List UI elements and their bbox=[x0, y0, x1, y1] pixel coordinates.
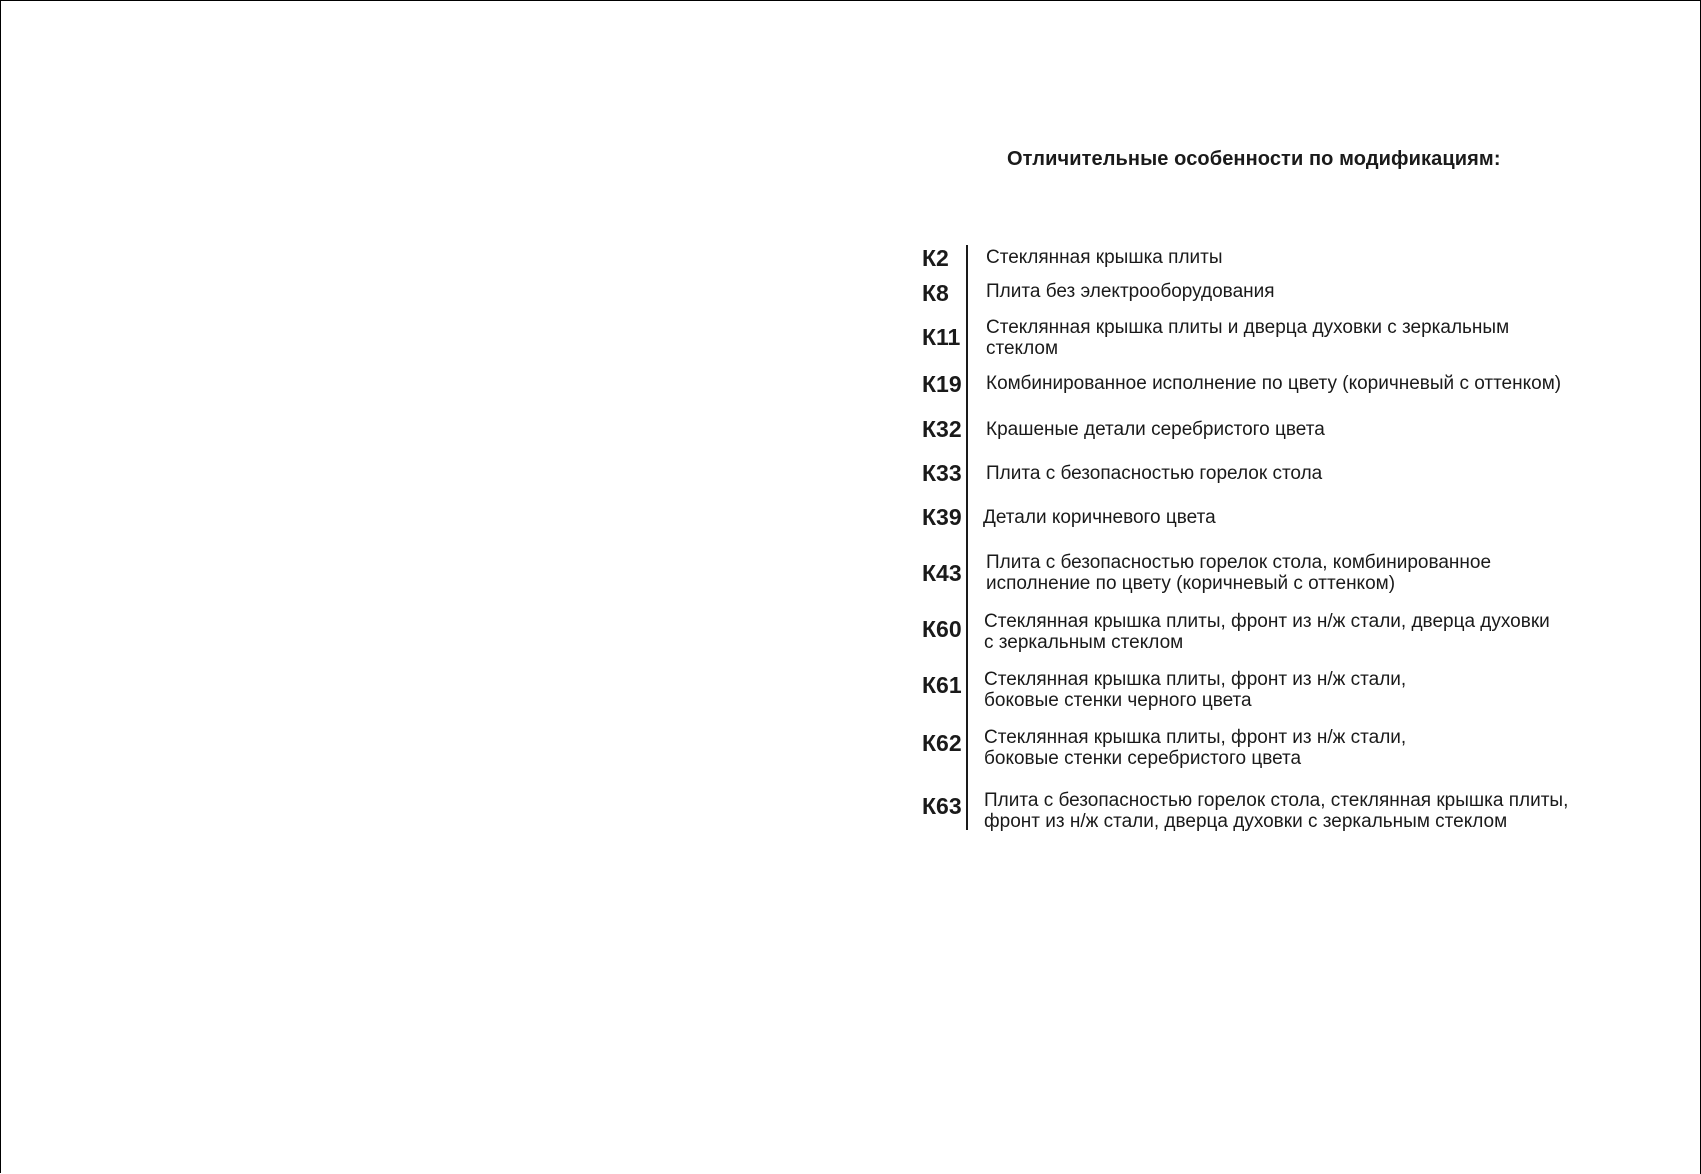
modification-desc-k62: Стеклянная крышка плиты, фронт из н/ж стали, боковые стенки серебристого цвета bbox=[984, 727, 1407, 769]
modification-desc-k39: Детали коричневого цвета bbox=[983, 507, 1216, 528]
modification-code-k61: К61 bbox=[922, 672, 962, 698]
modification-desc-k19: Комбинированное исполнение по цвету (коричневый с оттенком) bbox=[986, 373, 1562, 394]
modification-desc-k11: Стеклянная крышка плиты и дверца духовки с зеркальным стеклом bbox=[986, 317, 1510, 359]
modification-code-k63: К63 bbox=[922, 793, 962, 819]
modification-desc-k61: Стеклянная крышка плиты, фронт из н/ж стали, боковые стенки черного цвета bbox=[984, 669, 1407, 711]
modification-desc-k2: Стеклянная крышка плиты bbox=[986, 247, 1223, 268]
modification-desc-k63: Плита с безопасностью горелок стола, стеклянная крышка плиты, фронт из н/ж стали, дверца духовки с зеркальным стеклом bbox=[984, 790, 1569, 832]
modification-code-k60: К60 bbox=[922, 616, 962, 642]
code-divider-line bbox=[966, 245, 968, 830]
modification-code-k8: К8 bbox=[922, 280, 949, 306]
modification-desc-k43: Плита с безопасностью горелок стола, комбинированное исполнение по цвету (коричневый с оттенком) bbox=[986, 552, 1492, 594]
modification-desc-k32: Крашеные детали серебристого цвета bbox=[986, 419, 1325, 440]
modification-code-k2: К2 bbox=[922, 245, 949, 271]
modification-desc-k8: Плита без электрооборудования bbox=[986, 281, 1275, 302]
modification-code-k32: К32 bbox=[922, 416, 962, 442]
modification-desc-k33: Плита с безопасностью горелок стола bbox=[986, 463, 1323, 484]
modification-code-k19: К19 bbox=[922, 371, 962, 397]
modification-code-k11: К11 bbox=[922, 324, 961, 350]
modification-code-k33: К33 bbox=[922, 460, 962, 486]
modification-code-k43: К43 bbox=[922, 560, 962, 586]
page-title: Отличительные особенности по модификациям: bbox=[1007, 148, 1501, 170]
modification-code-k39: К39 bbox=[922, 504, 962, 530]
modification-desc-k60: Стеклянная крышка плиты, фронт из н/ж стали, дверца духовки с зеркальным стеклом bbox=[984, 611, 1550, 653]
modification-code-k62: К62 bbox=[922, 730, 962, 756]
